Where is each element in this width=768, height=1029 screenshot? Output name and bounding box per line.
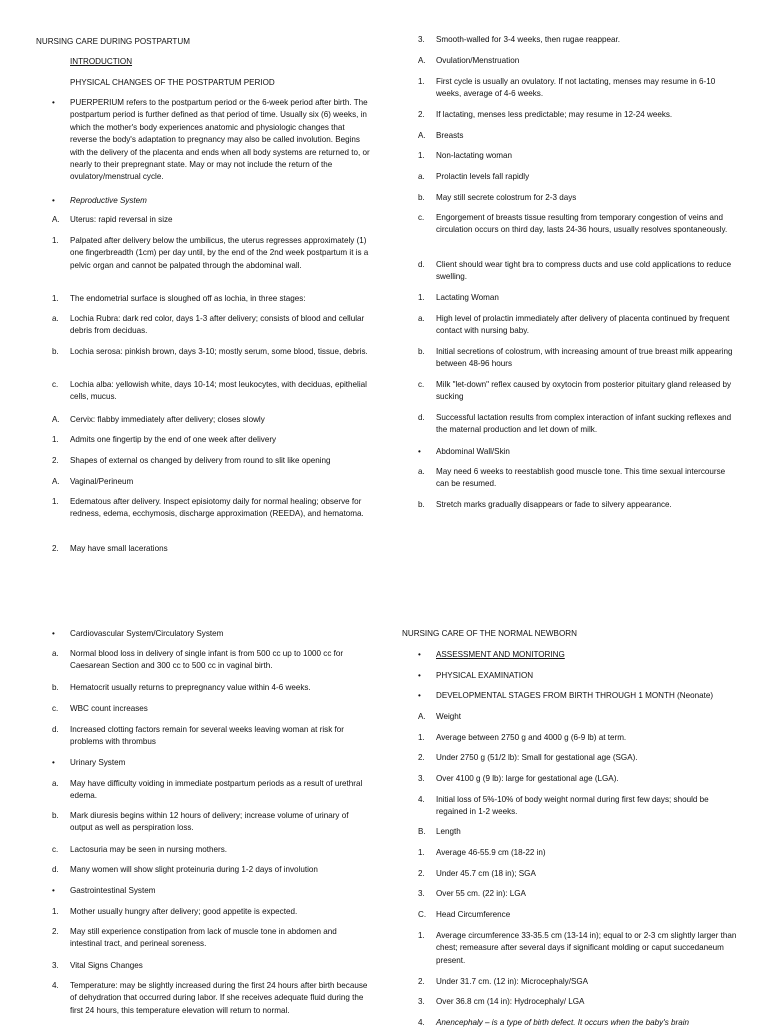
list-marker: • (418, 671, 421, 680)
list-item-text: Shapes of external os changed by delivery from round to slit like opening (70, 456, 331, 465)
list-item (52, 844, 370, 856)
list-marker: a. (418, 172, 425, 181)
list-item-text: Lochia Rubra: dark red color, days 1-3 after delivery; consists of blood and cellular debris from deciduas. (70, 314, 365, 336)
list-item (418, 192, 738, 204)
list-marker: 1. (418, 151, 425, 160)
list-item (418, 34, 738, 46)
list-marker: 1. (418, 848, 425, 857)
document-page-2 (0, 620, 768, 1027)
list-item-text: DEVELOPMENTAL STAGES FROM BIRTH THROUGH 1 MONTH (Neonate) (436, 691, 714, 700)
list-item (52, 496, 370, 521)
list-item-text: Stretch marks gradually disappears or fade to silvery appearance. (436, 500, 672, 509)
list-marker: b. (418, 193, 425, 202)
list-item (418, 888, 738, 900)
list-item (418, 826, 738, 838)
list-item-text: PHYSICAL EXAMINATION (436, 671, 534, 680)
section-heading-introduction: INTRODUCTION (70, 57, 133, 66)
list-item-text: Lactating Woman (436, 293, 499, 302)
list-item (52, 628, 370, 640)
list-item (418, 930, 738, 967)
list-marker: 1. (418, 733, 425, 742)
list-marker: c. (52, 704, 59, 713)
list-marker: • (52, 196, 55, 205)
list-item (418, 773, 738, 785)
list-marker: c. (52, 380, 59, 389)
list-item-text: Length (436, 827, 461, 836)
list-item (418, 212, 738, 237)
list-item-text: Normal blood loss in delivery of single infant is from 500 cc up to 1000 cc for Caesarean Section and 300 cc to 500 cc in vaginal birth. (70, 649, 344, 671)
list-item-text: Breasts (436, 131, 464, 140)
list-item-text: Lochia alba: yellowish white, days 10-14; most leukocytes, with deciduas, epithelial cells, mucus. (70, 380, 367, 402)
list-marker: b. (52, 347, 59, 356)
list-item (52, 885, 370, 897)
section-subtitle: PHYSICAL CHANGES OF THE POSTPARTUM PERIOD (70, 78, 275, 87)
list-item (418, 794, 738, 819)
list-marker: A. (52, 415, 60, 424)
list-marker: A. (52, 215, 60, 224)
list-item (52, 757, 370, 769)
list-marker: 2. (52, 456, 59, 465)
list-item-text: Initial loss of 5%-10% of body weight normal during first few days; should be regained in 1-2 weeks. (436, 795, 709, 817)
list-item-text: Average circumference 33-35.5 cm (13-14 in); equal to or 2-3 cm slightly larger than chest; remeasure after several days if significant molding or caput succedaneum present. (436, 931, 737, 965)
list-marker: b. (52, 811, 59, 820)
list-marker: A. (418, 131, 426, 140)
list-item (418, 346, 738, 371)
list-marker: c. (418, 213, 425, 222)
list-item (52, 97, 370, 184)
list-item-text: May still secrete colostrum for 2-3 days (436, 193, 577, 202)
list-item (418, 909, 738, 921)
list-marker: d. (52, 725, 59, 734)
list-item (52, 864, 370, 876)
list-item-text: Hematocrit usually returns to prepregnancy value within 4-6 weeks. (70, 683, 311, 692)
list-marker: 4. (418, 795, 425, 804)
list-marker: 3. (418, 35, 425, 44)
list-marker: a. (418, 467, 425, 476)
list-item (418, 670, 738, 682)
list-marker: A. (418, 712, 426, 721)
list-item (418, 171, 738, 183)
list-marker: 1. (418, 293, 425, 302)
list-item (52, 980, 370, 1017)
list-item (52, 648, 370, 673)
list-marker: 3. (418, 997, 425, 1006)
list-item-text: Average 46-55.9 cm (18-22 in) (436, 848, 546, 857)
list-marker: 3. (418, 774, 425, 783)
list-item-text: Smooth-walled for 3-4 weeks, then rugae reappear. (436, 35, 621, 44)
list-item (418, 1017, 738, 1029)
list-item-text: Over 55 cm. (22 in): LGA (436, 889, 526, 898)
list-item (418, 996, 738, 1008)
list-marker: b. (418, 500, 425, 509)
list-item-text: Weight (436, 712, 462, 721)
list-item-text: Temperature: may be slightly increased during the first 24 hours after birth because of dehydration that occurred during labor. If she receives adequate fluid during the first 24 hours, this temperature elevation will return to normal. (70, 981, 368, 1015)
list-marker: C. (418, 910, 427, 919)
list-item (52, 455, 370, 467)
section-title-newborn: NURSING CARE OF THE NORMAL NEWBORN (402, 629, 577, 638)
list-item-text: Under 31.7 cm. (12 in): Microcephaly/SGA (436, 977, 589, 986)
list-marker: A. (52, 477, 60, 486)
list-item (52, 543, 370, 555)
list-item (418, 499, 738, 511)
list-marker: c. (418, 380, 425, 389)
list-item (418, 109, 738, 121)
list-item-text: Mother usually hungry after delivery; good appetite is expected. (70, 907, 298, 916)
list-marker: 1. (52, 435, 59, 444)
list-item-text: Gastrointestinal System (70, 886, 156, 895)
list-marker: d. (418, 260, 425, 269)
list-item-text: Under 45.7 cm (18 in); SGA (436, 869, 536, 878)
list-item-text: May need 6 weeks to reestablish good muscle tone. This time sexual intercourse can be resumed. (436, 467, 726, 489)
list-item (418, 690, 738, 702)
list-marker: d. (52, 865, 59, 874)
list-item (52, 778, 370, 803)
list-item-text: Over 4100 g (9 lb): large for gestational age (LGA). (436, 774, 619, 783)
list-item (418, 292, 738, 304)
list-item-text: ASSESSMENT AND MONITORING (436, 650, 565, 659)
list-item-text: High level of prolactin immediately after delivery of placenta continued by frequent contact with nursing baby. (436, 314, 730, 336)
list-marker: 4. (52, 981, 59, 990)
list-marker: • (52, 886, 55, 895)
list-item (52, 476, 370, 488)
list-item (52, 346, 370, 358)
list-item-text: Vaginal/Perineum (70, 477, 134, 486)
list-item (52, 810, 370, 835)
list-marker: b. (52, 683, 59, 692)
list-item-text: Abdominal Wall/Skin (436, 447, 510, 456)
list-item (418, 379, 738, 404)
list-item-text: PUERPERIUM refers to the postpartum period or the 6-week period after birth. The postpartum period is further defined as that period of time. Usually six (6) weeks, in which the mother's body experiences anatomic and physiologic changes that reverse the body's adaptation to pregnancy may also be called involution. Begins with the delivery of the placenta and ends when all body systems are returned to, or nearly to their prepregnant state. May or may not include the return of the ovulatory/menstrual cycle. (70, 98, 370, 182)
list-item (418, 711, 738, 723)
list-item (418, 412, 738, 437)
list-marker: 3. (418, 889, 425, 898)
list-item-text: Urinary System (70, 758, 126, 767)
list-item (418, 649, 738, 661)
list-marker: • (418, 650, 421, 659)
list-item (418, 76, 738, 101)
list-marker: • (418, 691, 421, 700)
list-marker: 2. (418, 869, 425, 878)
list-item (418, 446, 738, 458)
list-item-text: Initial secretions of colostrum, with increasing amount of true breast milk appearing between 48-96 hours (436, 347, 733, 369)
list-item (418, 55, 738, 67)
list-marker: 2. (52, 544, 59, 553)
list-item-text: Cervix: flabby immediately after delivery; closes slowly (70, 415, 265, 424)
list-item-text: Under 2750 g (51/2 lb): Small for gestational age (SGA). (436, 753, 638, 762)
list-marker: • (52, 758, 55, 767)
list-marker: a. (52, 314, 59, 323)
list-item (418, 868, 738, 880)
list-marker: A. (418, 56, 426, 65)
list-marker: • (418, 447, 421, 456)
list-item-text: Anencephaly – is a type of birth defect. It occurs when the baby's brain (436, 1018, 690, 1027)
list-item-text: Milk "let-down" reflex caused by oxytocin from posterior pituitary gland released by sucking (436, 380, 732, 402)
list-marker: • (52, 629, 55, 638)
list-item-text: Engorgement of breasts tissue resulting from temporary congestion of veins and circulation occurs on third day, lasts 24-36 hours, usually resolves spontaneously. (436, 213, 728, 235)
list-item-text: If lactating, menses less predictable; may resume in 12-24 weeks. (436, 110, 673, 119)
list-item-text: Non-lactating woman (436, 151, 513, 160)
list-item-text: The endometrial surface is sloughed off as lochia, in three stages: (70, 294, 306, 303)
list-item (52, 434, 370, 446)
list-item (52, 313, 370, 338)
list-item-text: Mark diuresis begins within 12 hours of delivery; increase volume of urinary of output as well as perspiration loss. (70, 811, 349, 833)
list-item-text: Lochia serosa: pinkish brown, days 3-10; mostly serum, some blood, tissue, debris. (70, 347, 368, 356)
list-marker: 1. (418, 931, 425, 940)
list-item (52, 906, 370, 918)
list-item-text: May have difficulty voiding in immediate postpartum periods as a result of urethral edema. (70, 779, 363, 801)
list-item-text: Cardiovascular System/Circulatory System (70, 629, 224, 638)
list-item-text: Average between 2750 g and 4000 g (6-9 lb) at term. (436, 733, 627, 742)
list-item-text: Reproductive System (70, 196, 147, 205)
list-marker: 1. (52, 907, 59, 916)
list-item (52, 703, 370, 715)
list-item-text: May still experience constipation from lack of muscle tone in abdomen and intestinal tract, and perineal soreness. (70, 927, 337, 949)
list-item (418, 259, 738, 284)
list-marker: c. (52, 845, 59, 854)
list-item (418, 313, 738, 338)
list-item (52, 682, 370, 694)
list-marker: 3. (52, 961, 59, 970)
list-marker: 1. (52, 294, 59, 303)
list-item-text: Edematous after delivery. Inspect episiotomy daily for normal healing; observe for redness, edema, ecchymosis, discharge approximation (REEDA), and hematoma. (70, 497, 364, 519)
list-marker: b. (418, 347, 425, 356)
list-item-text: First cycle is usually an ovulatory. If not lactating, menses may resume in 6-10 weeks, average of 4-6 weeks. (436, 77, 716, 99)
list-item-text: Ovulation/Menstruation (436, 56, 520, 65)
list-item-text: Client should wear tight bra to compress ducts and use cold applications to reduce swelling. (436, 260, 732, 282)
list-marker: 1. (52, 236, 59, 245)
list-marker: • (52, 98, 55, 107)
list-item (418, 466, 738, 491)
list-item (418, 130, 738, 142)
list-item-text: May have small lacerations (70, 544, 168, 553)
list-item (52, 214, 370, 226)
list-item (52, 379, 370, 404)
list-item (52, 960, 370, 972)
list-item (52, 195, 370, 207)
list-item-text: Admits one fingertip by the end of one week after delivery (70, 435, 277, 444)
list-marker: a. (52, 779, 59, 788)
list-item (52, 926, 370, 951)
list-item (52, 414, 370, 426)
list-marker: 1. (418, 77, 425, 86)
list-marker: 2. (418, 753, 425, 762)
list-item (418, 150, 738, 162)
list-marker: 2. (418, 110, 425, 119)
list-item-text: Over 36.8 cm (14 in): Hydrocephaly/ LGA (436, 997, 585, 1006)
list-item (418, 732, 738, 744)
list-item-text: Prolactin levels fall rapidly (436, 172, 530, 181)
list-marker: B. (418, 827, 426, 836)
document-title: NURSING CARE DURING POSTPARTUM (36, 37, 190, 46)
list-item-text: Palpated after delivery below the umbilicus, the uterus regresses approximately (1) one fingerbreadth (1cm) per day until, by the end of the 2nd week postpartum it is a pelvic organ and cannot be palpated through the abdominal wall. (70, 236, 369, 270)
list-item (418, 847, 738, 859)
list-item-text: Vital Signs Changes (70, 961, 143, 970)
list-item-text: Lactosuria may be seen in nursing mothers. (70, 845, 228, 854)
list-item-text: Many women will show slight proteinuria during 1-2 days of involution (70, 865, 318, 874)
list-item (418, 752, 738, 764)
list-item-text: Uterus: rapid reversal in size (70, 215, 173, 224)
list-item-text: Successful lactation results from complex interaction of infant sucking reflexes and the maternal production and let down of milk. (436, 413, 732, 435)
list-item-text: Increased clotting factors remain for several weeks leaving woman at risk for problems with thrombus (70, 725, 344, 747)
list-item (52, 235, 370, 272)
list-marker: 2. (418, 977, 425, 986)
list-marker: 1. (52, 497, 59, 506)
list-marker: 2. (52, 927, 59, 936)
list-marker: d. (418, 413, 425, 422)
list-item (418, 976, 738, 988)
list-marker: a. (52, 649, 59, 658)
list-marker: a. (418, 314, 425, 323)
list-item (52, 293, 370, 305)
list-item-text: WBC count increases (70, 704, 148, 713)
list-item-text: Head Circumference (436, 910, 511, 919)
list-item (52, 724, 370, 749)
list-marker: 4. (418, 1018, 425, 1027)
